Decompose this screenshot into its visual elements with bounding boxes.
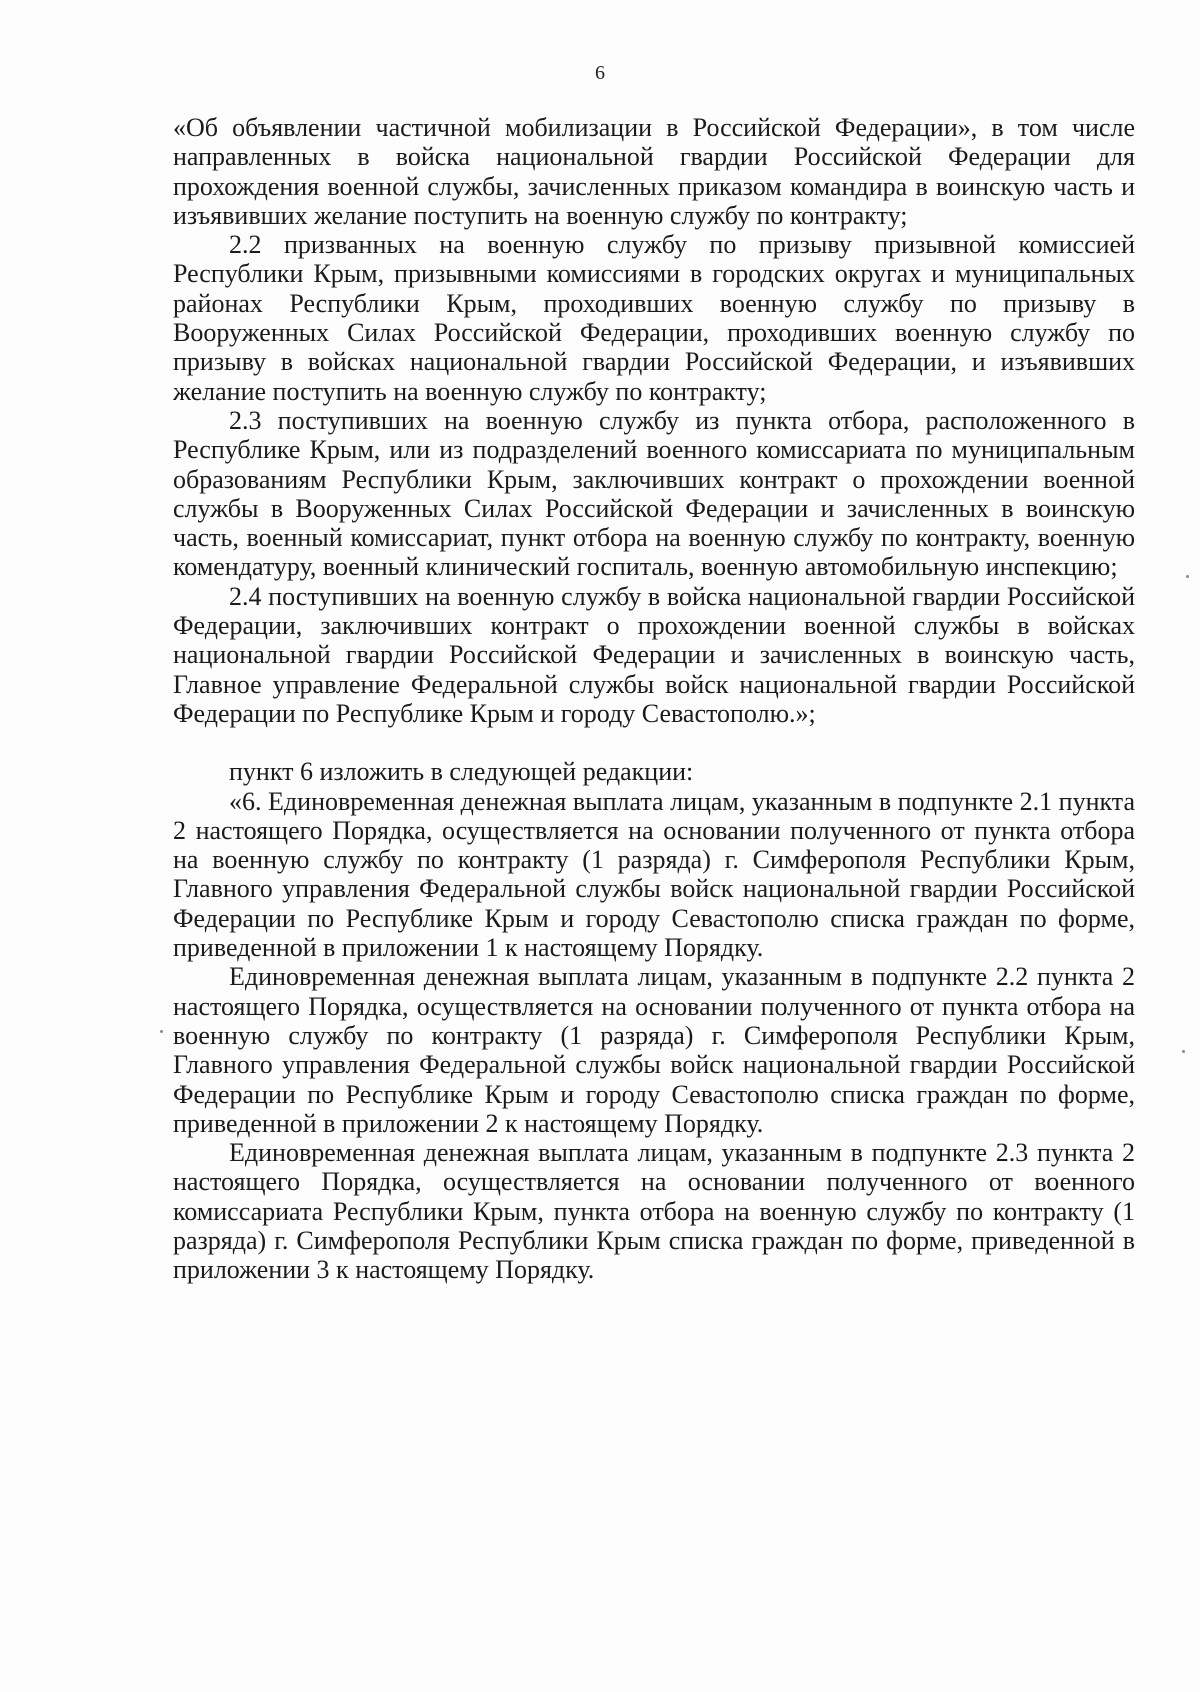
scan-speck xyxy=(160,1030,163,1033)
paragraph-2-4: 2.4 поступивших на военную службу в войска национальной гвардии Российской Федерации, заключивших контракт о прохождении военной службы в войсках национальной гвардии Российской Федерации и зачисленных в воинскую часть, Главное управление Федеральной службы войск национальной гвардии Российской Федерации по Республике Крым и городу Севастополю.»; xyxy=(173,581,1135,728)
page-number: 6 xyxy=(595,62,605,84)
paragraph-point-6-first: «6. Единовременная денежная выплата лицам, указанным в подпункте 2.1 пункта 2 настоящего Порядка, осуществляется на основании полученного от пункта отбора на военную службу по контракту (1 разряда) г. Симферополя Республики Крым, Главного управления Федеральной службы войск национальной гвардии Российской Федерации по Республике Крым и городу Севастополю списка граждан по форме, приведенной в приложении 1 к настоящему Порядку. xyxy=(173,786,1135,963)
scan-speck xyxy=(1186,575,1189,578)
paragraph-2-3: 2.3 поступивших на военную службу из пункта отбора, расположенного в Республике Крым, или из подразделений военного комиссариата по муниципальным образованиям Республики Крым, заключивших контракт о прохождении военной службы в Вооруженных Силах Российской Федерации и зачисленных в воинскую часть, военный комиссариат, пункт отбора на военную службу по контракту, военную комендатуру, военный клинический госпиталь, военную автомобильную инспекцию; xyxy=(173,405,1135,582)
scan-speck xyxy=(1182,1050,1185,1053)
paragraph-gap xyxy=(173,728,1135,757)
paragraph-point-6-intro: пункт 6 изложить в следующей редакции: xyxy=(229,757,694,787)
document-body xyxy=(173,113,1135,1285)
paragraph-continuation: «Об объявлении частичной мобилизации в Российской Федерации», в том числе направленных в войска национальной гвардии Российской Федерации для прохождения военной службы, зачисленных приказом командира в воинскую часть и изъявивших желание поступить на военную службу по контракту; xyxy=(173,113,1135,230)
paragraph-point-6-third: Единовременная денежная выплата лицам, указанным в подпункте 2.3 пункта 2 настоящего Порядка, осуществляется на основании полученного от военного комиссариата Республики Крым, пункта отбора на военную службу по контракту (1 разряда) г. Симферополя Республики Крым списка граждан по форме, приведенной в приложении 3 к настоящему Порядку. xyxy=(173,1138,1135,1285)
paragraph-point-6-second: Единовременная денежная выплата лицам, указанным в подпункте 2.2 пункта 2 настоящего Порядка, осуществляется на основании полученного от пункта отбора на военную службу по контракту (1 разряда) г. Симферополя Республики Крым, Главного управления Федеральной службы войск национальной гвардии Российской Федерации по Республике Крым и городу Севастополю списка граждан по форме, приведенной в приложении 2 к настоящему Порядку. xyxy=(173,962,1135,1138)
paragraph-2-2: 2.2 призванных на военную службу по призыву призывной комиссией Республики Крым, призывными комиссиями в городских округах и муниципальных районах Республики Крым, проходивших военную службу по призыву в Вооруженных Силах Российской Федерации, проходивших военную службу по призыву в войсках национальной гвардии Российской Федерации, и изъявивших желание поступить на военную службу по контракту; xyxy=(173,230,1135,406)
